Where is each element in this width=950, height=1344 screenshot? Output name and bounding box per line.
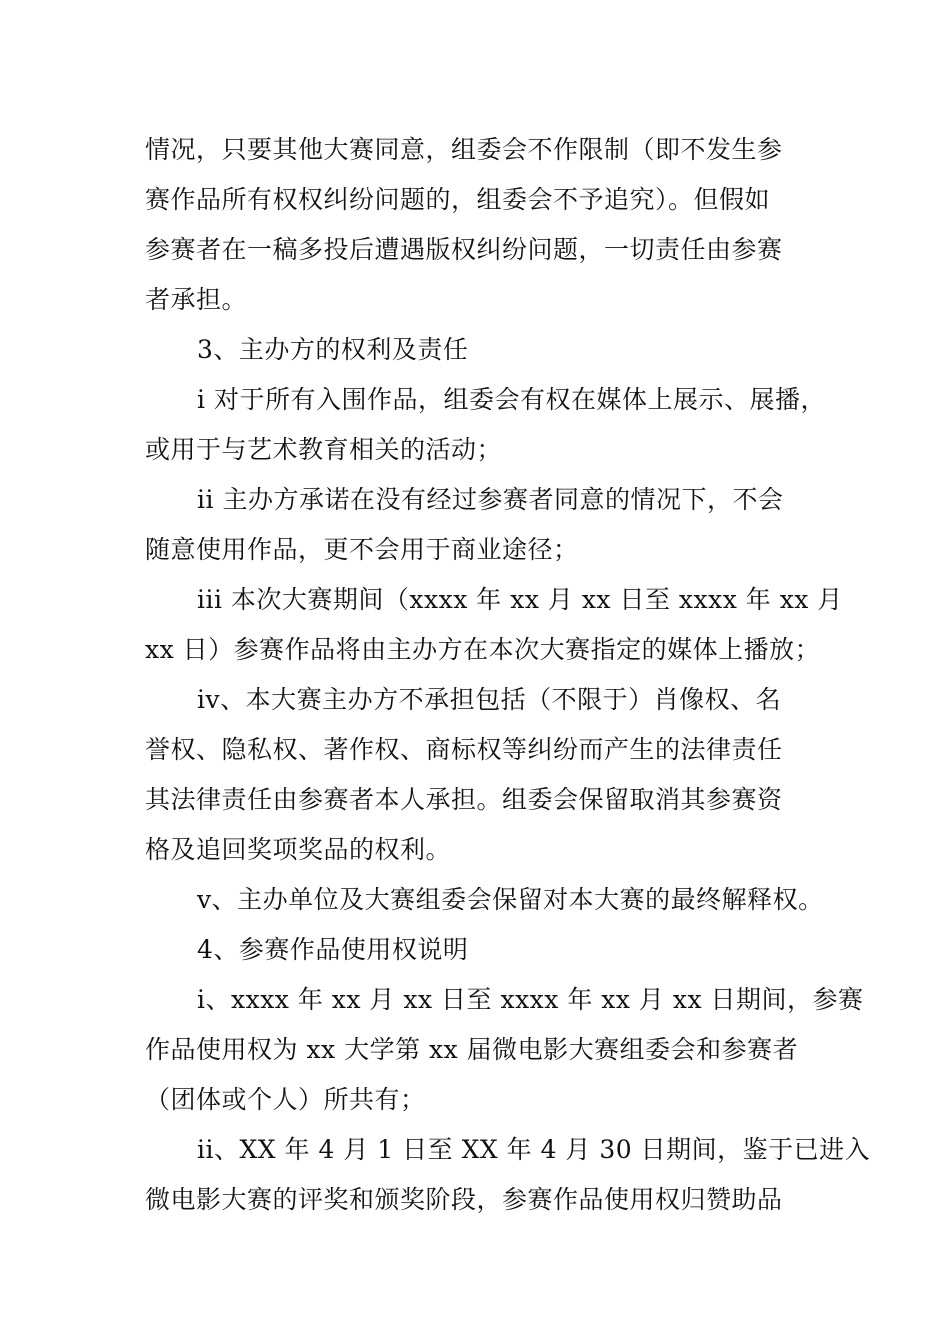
section-heading: 3、主办方的权利及责任 (197, 335, 469, 364)
text-line: 随意使用作品，更不会用于商业途径； (145, 535, 579, 564)
text-line: 情况，只要其他大赛同意，组委会不作限制（即不发生参 (145, 135, 783, 164)
section-heading: 4、参赛作品使用权说明 (197, 935, 469, 964)
text-line: iii 本次大赛期间（xxxx 年 xx 月 xx 日至 xxxx 年 xx 月 (197, 585, 843, 614)
text-line: 者承担。 (145, 285, 248, 314)
text-line: ii、XX 年 4 月 1 日至 XX 年 4 月 30 日期间，鉴于已进入 (197, 1135, 871, 1164)
text-line: v、主办单位及大赛组委会保留对本大赛的最终解释权。 (197, 885, 824, 914)
text-line: iv、本大赛主办方不承担包括（不限于）肖像权、名 (197, 685, 782, 714)
text-line: i、xxxx 年 xx 月 xx 日至 xxxx 年 xx 月 xx 日期间，参赛 (197, 985, 864, 1014)
text-line: 誉权、隐私权、著作权、商标权等纠纷而产生的法律责任 (145, 735, 783, 764)
text-line: xx 日）参赛作品将由主办方在本次大赛指定的媒体上播放； (145, 635, 821, 664)
text-line: 格及追回奖项奖品的权利。 (145, 835, 452, 864)
text-line: i 对于所有入围作品，组委会有权在媒体上展示、展播， (197, 385, 826, 414)
text-line: 作品使用权为 xx 大学第 xx 届微电影大赛组委会和参赛者 (145, 1035, 799, 1064)
text-line: （团体或个人）所共有； (145, 1085, 426, 1114)
text-line: ii 主办方承诺在没有经过参赛者同意的情况下，不会 (197, 485, 784, 514)
text-line: 微电影大赛的评奖和颁奖阶段，参赛作品使用权归赞助品 (145, 1185, 783, 1214)
text-line: 或用于与艺术教育相关的活动； (145, 435, 503, 464)
text-line: 赛作品所有权权纠纷问题的，组委会不予追究）。但假如 (145, 185, 771, 214)
text-line: 其法律责任由参赛者本人承担。组委会保留取消其参赛资 (145, 785, 783, 814)
text-line: 参赛者在一稿多投后遭遇版权纠纷问题，一切责任由参赛 (145, 235, 783, 264)
